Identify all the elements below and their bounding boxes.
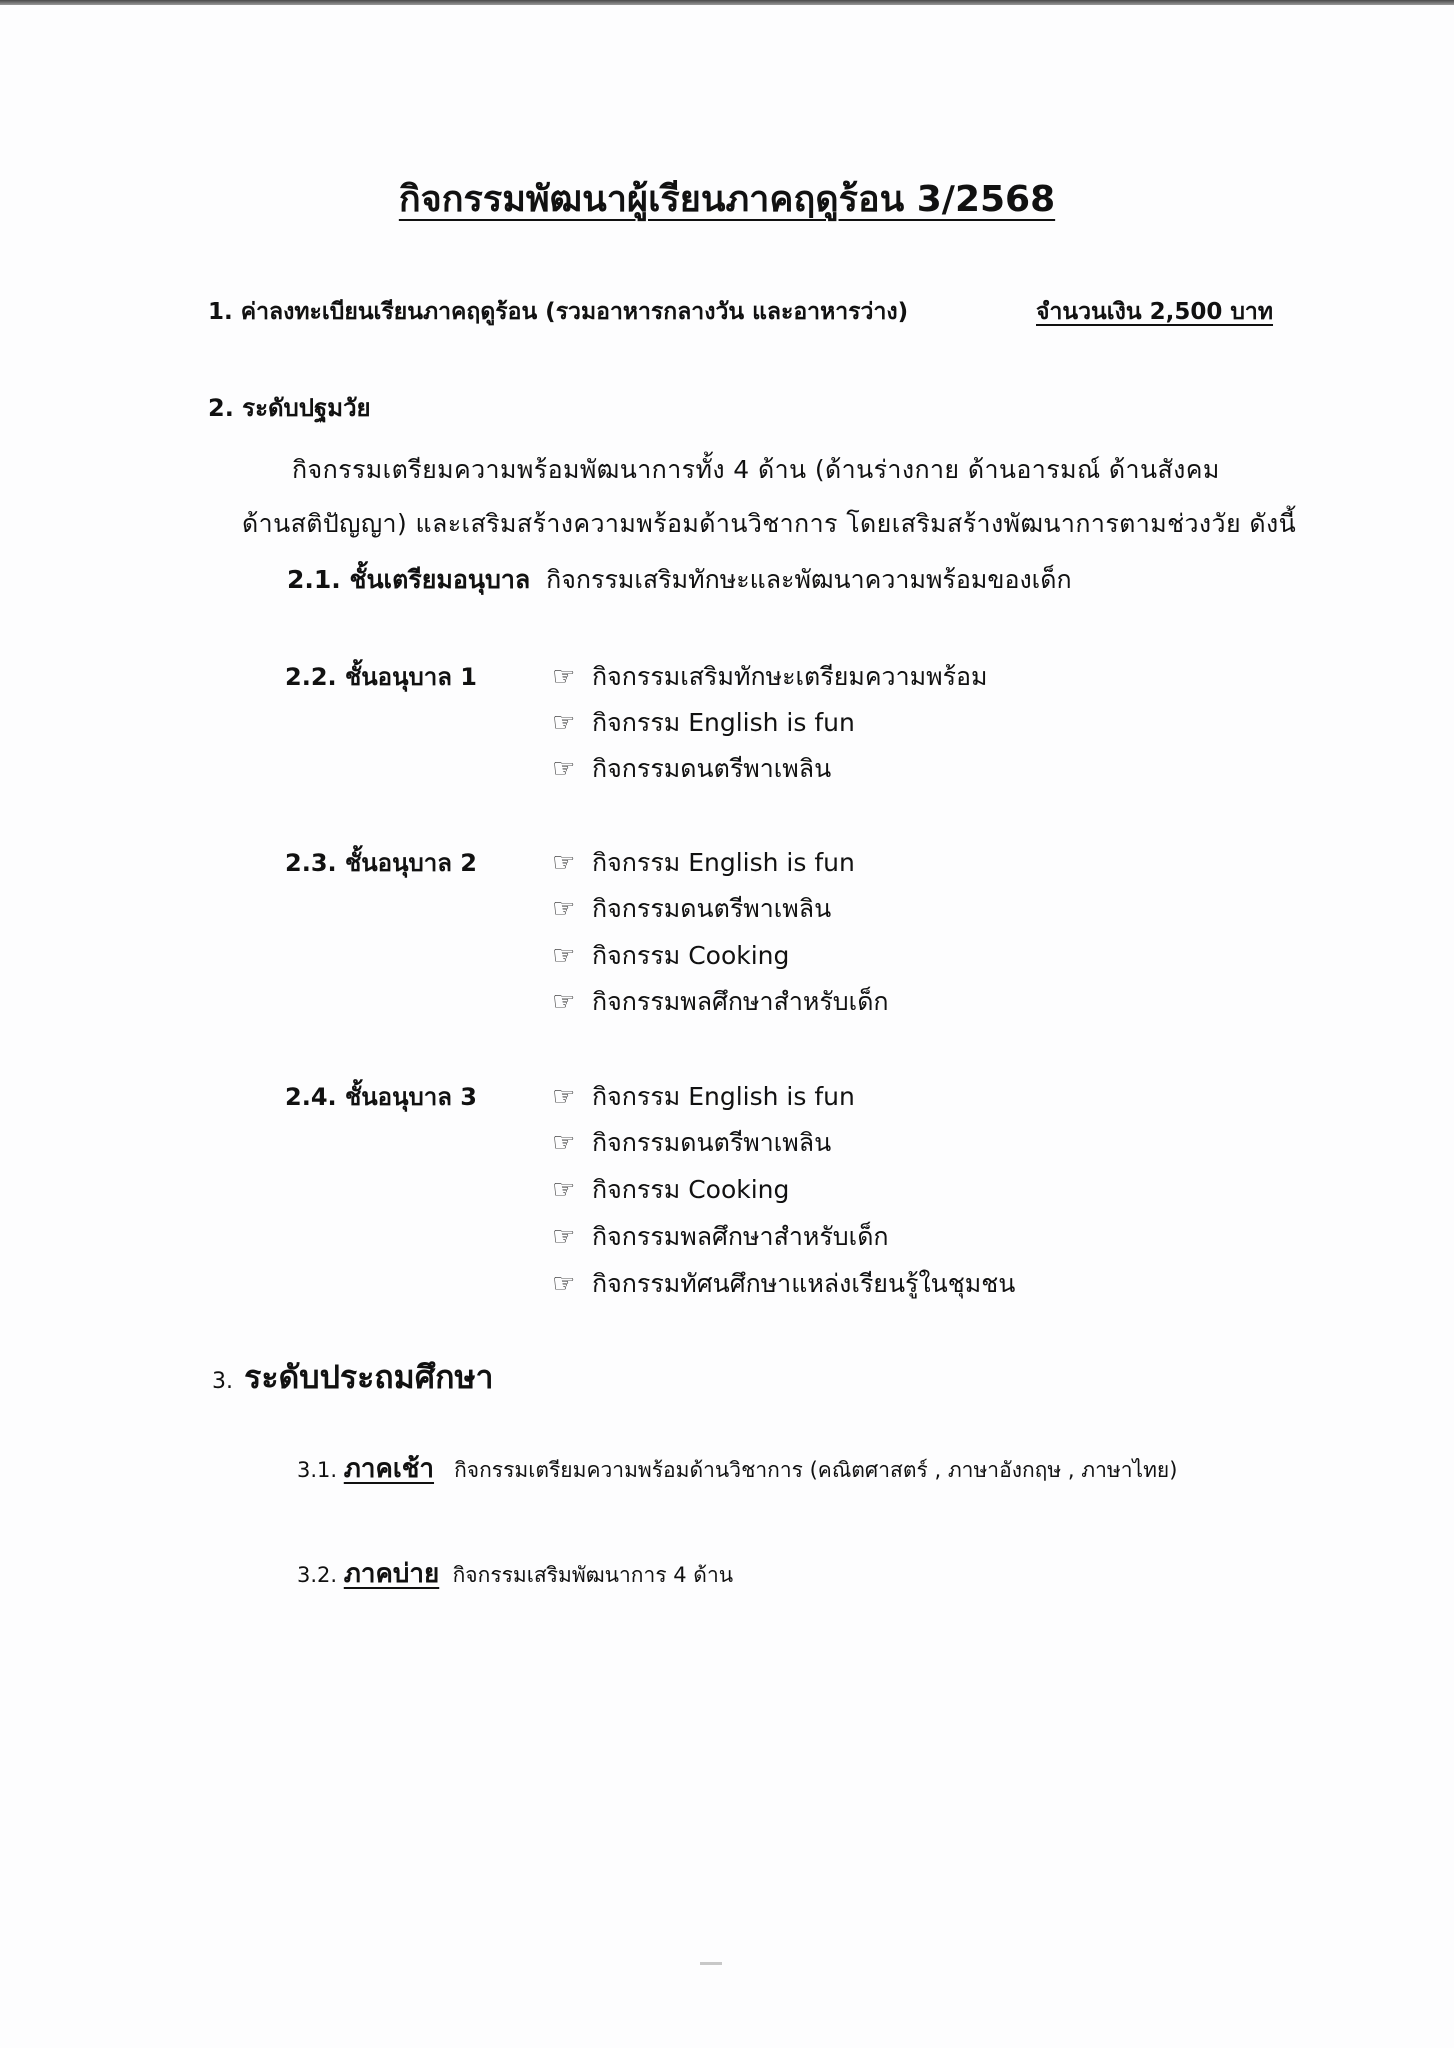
- list-item: ☞ กิจกรรมทัศนศึกษาแหล่งเรียนรู้ในชุมชน: [552, 1269, 1016, 1299]
- pointing-hand-icon: ☞: [552, 941, 576, 971]
- list-item: ☞ กิจกรรม English is fun: [552, 708, 855, 738]
- list-item: ☞ กิจกรรมดนตรีพาเพลิน: [552, 1128, 832, 1158]
- section-2-paragraph-line2: ด้านสติปัญญา) และเสริมสร้างความพร้อมด้านวิชาการ โดยเสริมสร้างพัฒนาการตามช่วงวัย ดังนี้: [242, 509, 1297, 538]
- subsection-2-1-text: กิจกรรมเสริมทักษะและพัฒนาความพร้อมของเด็ก: [546, 565, 1072, 594]
- list-item: ☞ กิจกรรมดนตรีพาเพลิน: [552, 754, 832, 784]
- section-3-title: ระดับประถมศึกษา: [244, 1358, 494, 1396]
- list-item: ☞ กิจกรรมพลศึกษาสำหรับเด็ก: [552, 1222, 889, 1252]
- subsection-2-2-label: 2.2. ชั้นอนุบาล 1: [285, 663, 477, 691]
- document-title: กิจกรรมพัฒนาผู้เรียนภาคฤดูร้อน 3/2568: [398, 179, 1056, 220]
- list-item: ☞ กิจกรรม Cooking: [552, 1175, 790, 1205]
- list-item: ☞ กิจกรรม English is fun: [552, 1082, 855, 1112]
- pointing-hand-icon: ☞: [552, 662, 576, 692]
- subsection-3-1-number: 3.1.: [297, 1458, 338, 1482]
- scan-edge: [0, 0, 1454, 5]
- subsection-3-1-head: ภาคเช้า: [343, 1454, 435, 1484]
- section-3-heading: [212, 1352, 494, 1403]
- section-2-paragraph-line1: กิจกรรมเตรียมความพร้อมพัฒนาการทั้ง 4 ด้าน (ด้านร่างกาย ด้านอารมณ์ ด้านสังคม: [292, 455, 1220, 484]
- subsection-3-2: [297, 1553, 733, 1594]
- subsection-3-2-number: 3.2.: [297, 1563, 338, 1587]
- subsection-2-1: [287, 560, 1072, 600]
- subsection-3-2-text: กิจกรรมเสริมพัฒนาการ 4 ด้าน: [452, 1563, 734, 1587]
- list-item: ☞ กิจกรรม English is fun: [552, 848, 855, 878]
- section-2-heading: 2. ระดับปฐมวัย: [208, 394, 371, 422]
- pointing-hand-icon: ☞: [552, 987, 576, 1017]
- subsection-3-2-head: ภาคบ่าย: [343, 1559, 440, 1589]
- pointing-hand-icon: ☞: [552, 894, 576, 924]
- pointing-hand-icon: ☞: [552, 1082, 576, 1112]
- pointing-hand-icon: ☞: [552, 754, 576, 784]
- pointing-hand-icon: ☞: [552, 708, 576, 738]
- list-item: ☞ กิจกรรม Cooking: [552, 941, 790, 971]
- pointing-hand-icon: ☞: [552, 848, 576, 878]
- scan-smudge: [700, 1962, 722, 1965]
- subsection-3-1: [297, 1448, 1177, 1489]
- subsection-3-1-text: กิจกรรมเตรียมความพร้อมด้านวิชาการ (คณิตศาสตร์ , ภาษาอังกฤษ , ภาษาไทย): [454, 1458, 1178, 1482]
- pointing-hand-icon: ☞: [552, 1175, 576, 1205]
- subsection-2-1-label: 2.1. ชั้นเตรียมอนุบาล: [287, 565, 531, 594]
- pointing-hand-icon: ☞: [552, 1269, 576, 1299]
- pointing-hand-icon: ☞: [552, 1128, 576, 1158]
- subsection-2-3-label: 2.3. ชั้นอนุบาล 2: [285, 849, 477, 877]
- registration-fee-text: 1. ค่าลงทะเบียนเรียนภาคฤดูร้อน (รวมอาหารกลางวัน และอาหารว่าง): [208, 299, 909, 325]
- list-item: ☞ กิจกรรมดนตรีพาเพลิน: [552, 894, 832, 924]
- registration-fee-amount: จำนวนเงิน 2,500 บาท: [1036, 299, 1274, 325]
- section-3-number: 3.: [212, 1369, 233, 1394]
- subsection-2-4-label: 2.4. ชั้นอนุบาล 3: [285, 1083, 477, 1111]
- list-item: ☞ กิจกรรมเสริมทักษะเตรียมความพร้อม: [552, 662, 988, 692]
- list-item: ☞ กิจกรรมพลศึกษาสำหรับเด็ก: [552, 987, 889, 1017]
- pointing-hand-icon: ☞: [552, 1222, 576, 1252]
